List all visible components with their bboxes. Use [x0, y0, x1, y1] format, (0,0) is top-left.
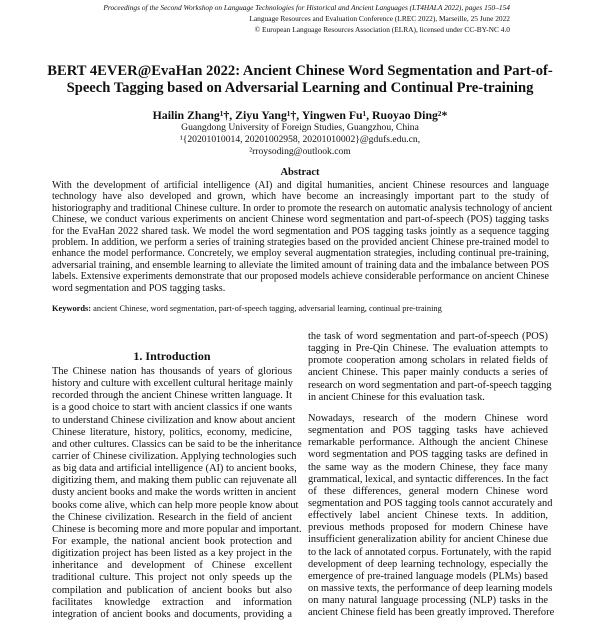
text-line: problem. In addition, we perform a series of training strategies based on the provided ancient Chinese pre-trained model to: [52, 236, 549, 248]
text-line: integration of ancient books and documents, providing a: [52, 608, 292, 620]
text-line: Chinese is becoming more and more popular and important.: [52, 523, 302, 535]
text-line: inheritance and development of Chinese excellent: [52, 560, 292, 572]
section-heading: 1. Introduction: [133, 349, 211, 363]
text-line: Chinese literature, history, politics, economy, medicine,: [52, 426, 292, 438]
text-line: the task of word segmentation and part-of-speech (POS): [308, 331, 548, 342]
text-line: carrier of Chinese civilization. Applying technologies such: [52, 450, 297, 462]
abstract-body: [52, 180, 553, 294]
text-line: books come alive, which can help more people know about: [52, 499, 299, 511]
text-line: With the development of artificial intelligence (AI) and digital humanities, ancient Chinese resources and language: [52, 180, 549, 191]
text-line: ancient Chinese. This paper mainly conducts a series of: [308, 367, 548, 379]
text-line: enhance the model performance. Concretely, we employ several augmentation strategies, including continual pre-training,: [52, 248, 549, 260]
title-line-1: BERT 4EVER@EvaHan 2022: Ancient Chinese Word Segmentation and Part-of-: [47, 63, 553, 79]
paper-title: [40, 63, 560, 97]
text-line: the Chinese civilization. Research in the field of ancient: [52, 511, 292, 523]
text-line: grammatical, lexical, and syntactic differences. In the fact: [308, 473, 549, 485]
text-line: development of deep learning technology, especially the: [308, 558, 548, 570]
text-line: word segmentation and POS tagging tasks.: [52, 282, 226, 294]
title-line-2: Speech Tagging based on Adversarial Learning and Continual Pre-training: [66, 80, 534, 96]
text-line: segmentation and POS tagging tasks have achieved: [308, 425, 548, 437]
text-line: recorded through the ancient Chinese written language. It: [52, 390, 292, 402]
text-line: Chinese, we conduct various experiments on ancient Chinese word segmentation and part-of-speech (POS) tagging tasks: [52, 214, 549, 226]
keywords: [52, 304, 442, 313]
text-line: in ancient Chinese for this evaluation task.: [308, 391, 485, 403]
email-line-1: ¹{20201010014, 20201002958, 20201010002}@gdufs.edu.cn,: [179, 134, 421, 145]
text-line: on massive texts, the performance of deep learning models: [308, 582, 553, 594]
text-line: is a good choice to start with ancient classics if one wants: [52, 402, 292, 414]
text-line: segmentation and POS tagging tools cannot accurately and: [308, 497, 553, 509]
text-line: research on word segmentation and part-of-speech tagging: [308, 379, 552, 391]
keywords-text: ancient Chinese, word segmentation, part-of-speech tagging, adversarial learning, continual pre-training: [91, 304, 442, 313]
text-line: to understand Chinese civilization and know about ancient: [52, 414, 296, 426]
text-line: effectively label ancient Chinese texts. In addition,: [308, 510, 548, 522]
email-line-2: ²rroysoding@outlook.com: [249, 146, 351, 157]
text-line: The Chinese nation has thousands of years of glorious: [52, 366, 292, 377]
text-line: emergence of pre-trained language models (PLMs) based: [308, 570, 548, 582]
text-line: dusty ancient books and make the words written in ancient: [52, 487, 296, 499]
text-line: for the EvaHan 2022 shared task. We model the word segmentation and POS tagging tasks jointly as a sequence tagging: [52, 225, 549, 237]
text-line: technology have also developed and grown, which have become an increasingly important part to the study of: [52, 191, 549, 203]
text-line: promote cooperation among scholars in related fields of: [308, 355, 548, 367]
text-line: digitization project has been listed as a key project in the: [52, 548, 292, 560]
text-line: insufficient generalization ability for ancient Chinese due: [308, 534, 548, 546]
affiliation: Guangdong University of Foreign Studies, Guangzhou, China: [181, 122, 419, 133]
right-column-paragraph-2: [308, 413, 555, 619]
text-line: and other cultures. Classics can be said to be the inheritance: [52, 438, 302, 450]
text-line: compilation and publication of ancient books but also: [52, 584, 292, 596]
text-line: history and culture with excellent cultural heritage mainly: [52, 378, 293, 390]
text-line: digitizing them, and making them public can rejuvenate all: [52, 475, 297, 487]
text-line: the same way as the modern Chinese, they face many: [308, 461, 548, 473]
authors: Hailin Zhang¹†, Ziyu Yang¹†, Yingwen Fu¹, Ruoyao Ding²*: [152, 108, 448, 122]
text-line: as big data and artificial intelligence (AI) to ancient books,: [52, 463, 297, 475]
text-line: word segmentation and POS tagging tasks are defined in: [308, 449, 548, 461]
text-line: historiography and traditional Chinese culture. In order to promote the research on automatic analysis technology of ancient: [52, 202, 553, 214]
license-line: © European Language Resources Association (ELRA), licensed under CC-BY-NC 4.0: [254, 25, 510, 34]
right-column-paragraph-1: [308, 331, 552, 404]
conference-line: Language Resources and Evaluation Conference (LREC 2022), Marseille, 25 June 2022: [249, 14, 510, 23]
text-line: tagging in Pre-Qin Chinese. The evaluation attempts to: [308, 343, 548, 355]
text-line: of these differences, general modern Chinese word: [308, 485, 548, 497]
text-line: Nowadays, research of the modern Chinese word: [308, 413, 548, 424]
abstract-heading: Abstract: [280, 167, 320, 178]
text-line: labels. Extensive experiments demonstrate that our proposed models achieve considerable performance on ancient Chinese: [52, 271, 549, 283]
text-line: facilitates knowledge extraction and information: [52, 596, 292, 608]
text-line: on many natural language processing (NLP) tasks in the: [308, 595, 548, 607]
text-line: traditional culture. This project not only speeds up the: [52, 572, 292, 584]
text-line: For example, the national ancient book protection and: [52, 535, 292, 547]
text-line: ancient Chinese field has been greatly improved. Therefore: [308, 607, 555, 619]
text-line: to the lack of annotated corpus. Fortunately, with the rapid: [308, 546, 552, 558]
proceedings-line: Proceedings of the Second Workshop on Language Technologies for Historical and Ancient Languages (LT4HALA 2022), pages 150–154: [103, 3, 510, 12]
text-line: remarkable performance. Although the ancient Chinese: [308, 437, 548, 449]
text-line: previous methods proposed for modern Chinese have: [308, 522, 548, 534]
text-line: adversarial training, and ensemble learning to alleviate the limited amount of training data and the imbalance between POS: [52, 259, 550, 271]
keywords-label: Keywords:: [52, 304, 92, 313]
left-column-text: [52, 366, 302, 621]
